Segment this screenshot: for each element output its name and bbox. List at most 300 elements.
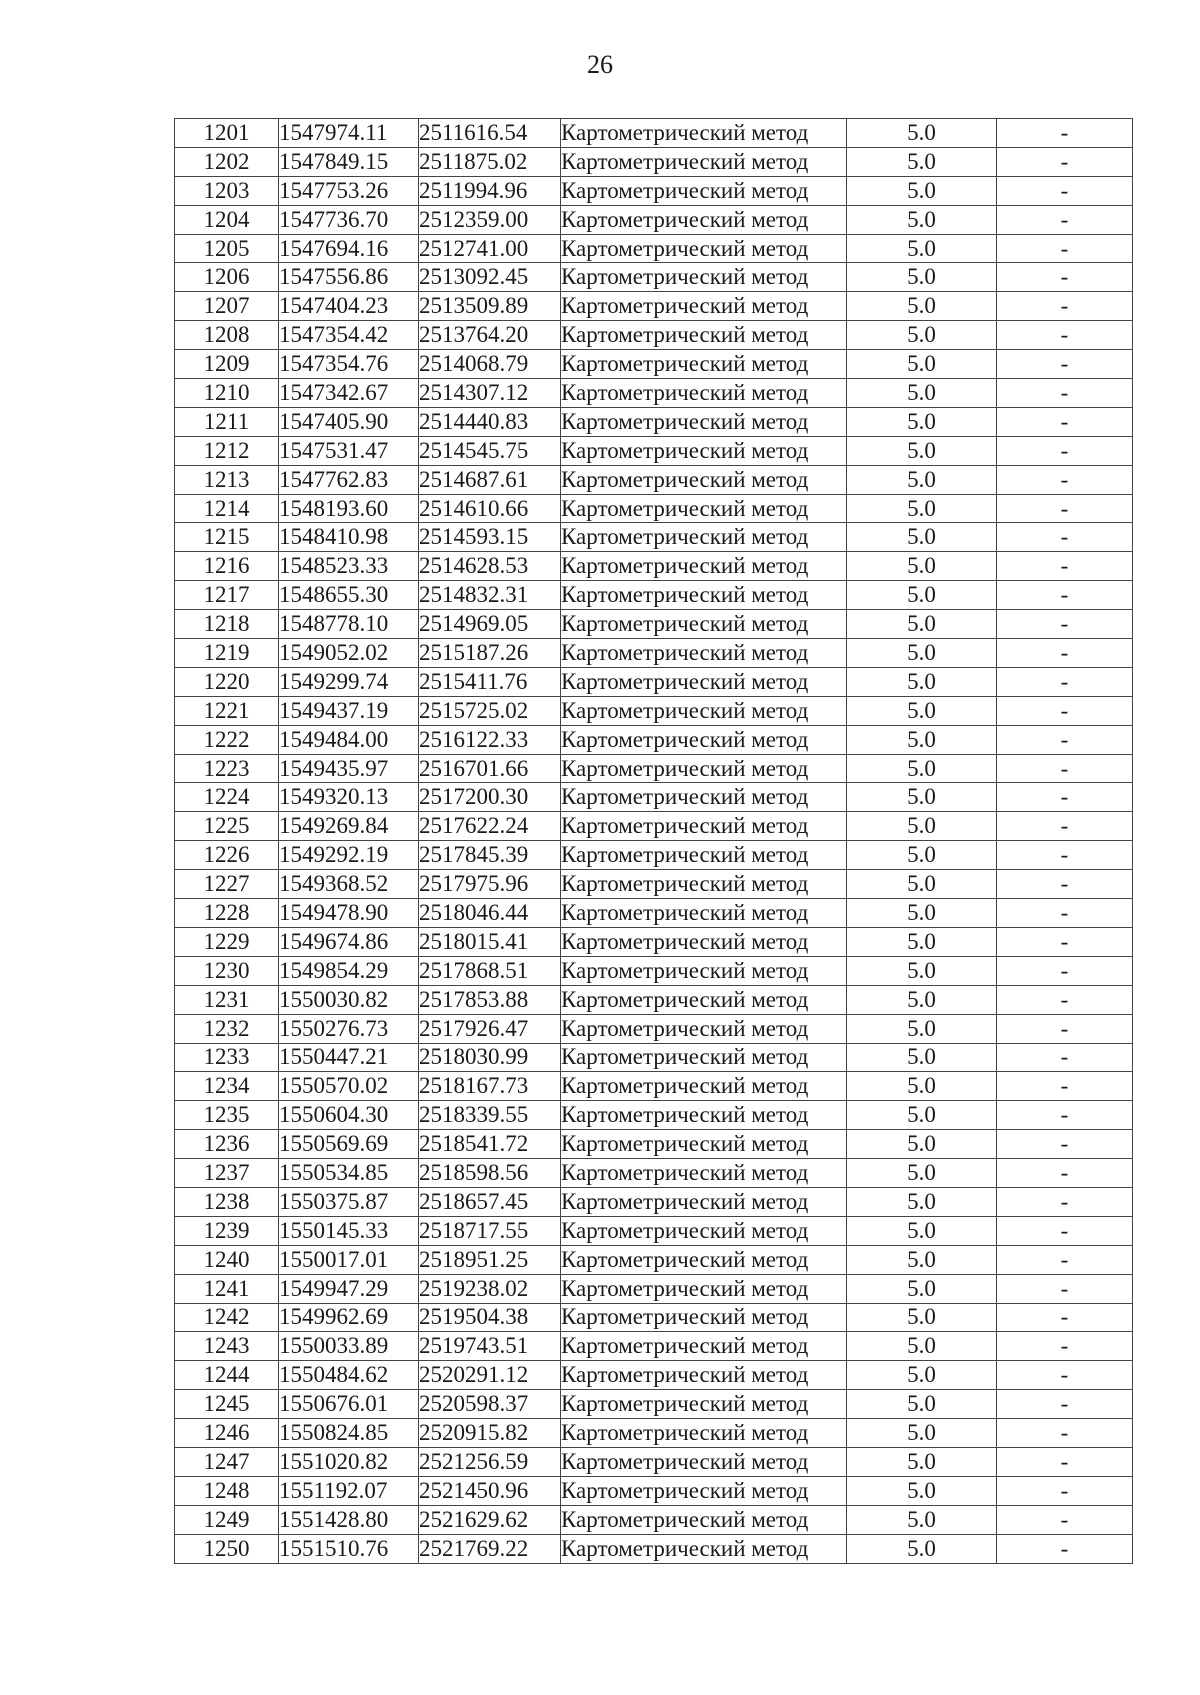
x-coordinate-cell: 1549947.29 [279, 1274, 419, 1303]
accuracy-cell: 5.0 [847, 1476, 997, 1505]
point-number-cell: 1220 [175, 667, 279, 696]
y-coordinate-cell: 2514969.05 [419, 610, 561, 639]
point-number-cell: 1230 [175, 956, 279, 985]
point-number-cell: 1208 [175, 321, 279, 350]
point-number-cell: 1246 [175, 1419, 279, 1448]
x-coordinate-cell: 1550447.21 [279, 1043, 419, 1072]
description-cell: - [997, 1043, 1133, 1072]
description-cell: - [997, 292, 1133, 321]
table-row [175, 1043, 1133, 1072]
y-coordinate-cell: 2518339.55 [419, 1101, 561, 1130]
accuracy-cell: 5.0 [847, 1216, 997, 1245]
table-row [175, 407, 1133, 436]
description-cell: - [997, 1390, 1133, 1419]
y-coordinate-cell: 2518046.44 [419, 899, 561, 928]
table-row [175, 552, 1133, 581]
method-cell: Картометрический метод [561, 1332, 847, 1361]
accuracy-cell: 5.0 [847, 1072, 997, 1101]
point-number-cell: 1209 [175, 350, 279, 379]
table-row [175, 263, 1133, 292]
description-cell: - [997, 1303, 1133, 1332]
description-cell: - [997, 754, 1133, 783]
point-number-cell: 1221 [175, 696, 279, 725]
accuracy-cell: 5.0 [847, 696, 997, 725]
table-row [175, 870, 1133, 899]
accuracy-cell: 5.0 [847, 1014, 997, 1043]
point-number-cell: 1236 [175, 1130, 279, 1159]
description-cell: - [997, 1332, 1133, 1361]
y-coordinate-cell: 2514545.75 [419, 436, 561, 465]
method-cell: Картометрический метод [561, 321, 847, 350]
description-cell: - [997, 899, 1133, 928]
x-coordinate-cell: 1549320.13 [279, 783, 419, 812]
description-cell: - [997, 1419, 1133, 1448]
table-row [175, 119, 1133, 148]
x-coordinate-cell: 1551020.82 [279, 1447, 419, 1476]
x-coordinate-cell: 1551510.76 [279, 1534, 419, 1563]
table-row [175, 812, 1133, 841]
method-cell: Картометрический метод [561, 234, 847, 263]
description-cell: - [997, 841, 1133, 870]
description-cell: - [997, 465, 1133, 494]
description-cell: - [997, 927, 1133, 956]
point-number-cell: 1206 [175, 263, 279, 292]
y-coordinate-cell: 2511994.96 [419, 176, 561, 205]
table-row [175, 176, 1133, 205]
method-cell: Картометрический метод [561, 956, 847, 985]
y-coordinate-cell: 2518030.99 [419, 1043, 561, 1072]
method-cell: Картометрический метод [561, 667, 847, 696]
x-coordinate-cell: 1549368.52 [279, 870, 419, 899]
method-cell: Картометрический метод [561, 176, 847, 205]
method-cell: Картометрический метод [561, 754, 847, 783]
description-cell: - [997, 783, 1133, 812]
description-cell: - [997, 350, 1133, 379]
accuracy-cell: 5.0 [847, 1505, 997, 1534]
x-coordinate-cell: 1547736.70 [279, 205, 419, 234]
accuracy-cell: 5.0 [847, 1447, 997, 1476]
description-cell: - [997, 176, 1133, 205]
method-cell: Картометрический метод [561, 899, 847, 928]
description-cell: - [997, 1130, 1133, 1159]
table-row [175, 1274, 1133, 1303]
method-cell: Картометрический метод [561, 1390, 847, 1419]
y-coordinate-cell: 2512741.00 [419, 234, 561, 263]
accuracy-cell: 5.0 [847, 379, 997, 408]
point-number-cell: 1233 [175, 1043, 279, 1072]
y-coordinate-cell: 2517845.39 [419, 841, 561, 870]
description-cell: - [997, 407, 1133, 436]
table-row [175, 1101, 1133, 1130]
table-row [175, 1476, 1133, 1505]
description-cell: - [997, 870, 1133, 899]
table-row [175, 147, 1133, 176]
accuracy-cell: 5.0 [847, 147, 997, 176]
description-cell: - [997, 119, 1133, 148]
y-coordinate-cell: 2515725.02 [419, 696, 561, 725]
description-cell: - [997, 696, 1133, 725]
point-number-cell: 1241 [175, 1274, 279, 1303]
table-row [175, 350, 1133, 379]
table-row [175, 754, 1133, 783]
description-cell: - [997, 1245, 1133, 1274]
table-row [175, 1419, 1133, 1448]
description-cell: - [997, 494, 1133, 523]
accuracy-cell: 5.0 [847, 1534, 997, 1563]
method-cell: Картометрический метод [561, 1159, 847, 1188]
method-cell: Картометрический метод [561, 205, 847, 234]
y-coordinate-cell: 2519743.51 [419, 1332, 561, 1361]
method-cell: Картометрический метод [561, 350, 847, 379]
x-coordinate-cell: 1550534.85 [279, 1159, 419, 1188]
description-cell: - [997, 1476, 1133, 1505]
x-coordinate-cell: 1547342.67 [279, 379, 419, 408]
method-cell: Картометрический метод [561, 1245, 847, 1274]
table-row [175, 1130, 1133, 1159]
table-row [175, 610, 1133, 639]
point-number-cell: 1217 [175, 581, 279, 610]
x-coordinate-cell: 1549299.74 [279, 667, 419, 696]
method-cell: Картометрический метод [561, 494, 847, 523]
accuracy-cell: 5.0 [847, 292, 997, 321]
method-cell: Картометрический метод [561, 870, 847, 899]
x-coordinate-cell: 1547753.26 [279, 176, 419, 205]
y-coordinate-cell: 2511616.54 [419, 119, 561, 148]
accuracy-cell: 5.0 [847, 263, 997, 292]
point-number-cell: 1231 [175, 985, 279, 1014]
point-number-cell: 1226 [175, 841, 279, 870]
x-coordinate-cell: 1548523.33 [279, 552, 419, 581]
point-number-cell: 1232 [175, 1014, 279, 1043]
table-row [175, 1303, 1133, 1332]
method-cell: Картометрический метод [561, 812, 847, 841]
table-row [175, 1390, 1133, 1419]
point-number-cell: 1224 [175, 783, 279, 812]
method-cell: Картометрический метод [561, 985, 847, 1014]
accuracy-cell: 5.0 [847, 1159, 997, 1188]
point-number-cell: 1242 [175, 1303, 279, 1332]
table-row [175, 1245, 1133, 1274]
method-cell: Картометрический метод [561, 725, 847, 754]
y-coordinate-cell: 2520598.37 [419, 1390, 561, 1419]
y-coordinate-cell: 2521450.96 [419, 1476, 561, 1505]
x-coordinate-cell: 1550145.33 [279, 1216, 419, 1245]
accuracy-cell: 5.0 [847, 667, 997, 696]
y-coordinate-cell: 2518657.45 [419, 1187, 561, 1216]
table-row [175, 696, 1133, 725]
point-number-cell: 1225 [175, 812, 279, 841]
accuracy-cell: 5.0 [847, 1274, 997, 1303]
x-coordinate-cell: 1549292.19 [279, 841, 419, 870]
description-cell: - [997, 205, 1133, 234]
table-row [175, 1159, 1133, 1188]
x-coordinate-cell: 1550570.02 [279, 1072, 419, 1101]
method-cell: Картометрический метод [561, 639, 847, 668]
x-coordinate-cell: 1549674.86 [279, 927, 419, 956]
accuracy-cell: 5.0 [847, 783, 997, 812]
method-cell: Картометрический метод [561, 1216, 847, 1245]
method-cell: Картометрический метод [561, 927, 847, 956]
point-number-cell: 1214 [175, 494, 279, 523]
accuracy-cell: 5.0 [847, 639, 997, 668]
table-row [175, 899, 1133, 928]
y-coordinate-cell: 2518167.73 [419, 1072, 561, 1101]
table-row [175, 292, 1133, 321]
accuracy-cell: 5.0 [847, 1187, 997, 1216]
description-cell: - [997, 985, 1133, 1014]
accuracy-cell: 5.0 [847, 436, 997, 465]
y-coordinate-cell: 2521629.62 [419, 1505, 561, 1534]
method-cell: Картометрический метод [561, 465, 847, 494]
y-coordinate-cell: 2514440.83 [419, 407, 561, 436]
description-cell: - [997, 667, 1133, 696]
description-cell: - [997, 523, 1133, 552]
description-cell: - [997, 639, 1133, 668]
table-row [175, 1534, 1133, 1563]
method-cell: Картометрический метод [561, 379, 847, 408]
y-coordinate-cell: 2513509.89 [419, 292, 561, 321]
table-row [175, 234, 1133, 263]
method-cell: Картометрический метод [561, 696, 847, 725]
method-cell: Картометрический метод [561, 1505, 847, 1534]
point-number-cell: 1239 [175, 1216, 279, 1245]
description-cell: - [997, 1159, 1133, 1188]
point-number-cell: 1201 [175, 119, 279, 148]
method-cell: Картометрический метод [561, 1534, 847, 1563]
y-coordinate-cell: 2514610.66 [419, 494, 561, 523]
point-number-cell: 1248 [175, 1476, 279, 1505]
point-number-cell: 1223 [175, 754, 279, 783]
point-number-cell: 1250 [175, 1534, 279, 1563]
method-cell: Картометрический метод [561, 1072, 847, 1101]
x-coordinate-cell: 1547849.15 [279, 147, 419, 176]
x-coordinate-cell: 1550484.62 [279, 1361, 419, 1390]
table-row [175, 841, 1133, 870]
table-row [175, 436, 1133, 465]
accuracy-cell: 5.0 [847, 1332, 997, 1361]
point-number-cell: 1219 [175, 639, 279, 668]
accuracy-cell: 5.0 [847, 812, 997, 841]
description-cell: - [997, 379, 1133, 408]
description-cell: - [997, 1072, 1133, 1101]
point-number-cell: 1234 [175, 1072, 279, 1101]
y-coordinate-cell: 2521256.59 [419, 1447, 561, 1476]
accuracy-cell: 5.0 [847, 119, 997, 148]
accuracy-cell: 5.0 [847, 899, 997, 928]
x-coordinate-cell: 1551428.80 [279, 1505, 419, 1534]
accuracy-cell: 5.0 [847, 407, 997, 436]
accuracy-cell: 5.0 [847, 1245, 997, 1274]
table-row [175, 985, 1133, 1014]
description-cell: - [997, 1216, 1133, 1245]
accuracy-cell: 5.0 [847, 465, 997, 494]
point-number-cell: 1202 [175, 147, 279, 176]
point-number-cell: 1218 [175, 610, 279, 639]
method-cell: Картометрический метод [561, 581, 847, 610]
y-coordinate-cell: 2514628.53 [419, 552, 561, 581]
x-coordinate-cell: 1550569.69 [279, 1130, 419, 1159]
point-number-cell: 1227 [175, 870, 279, 899]
point-number-cell: 1240 [175, 1245, 279, 1274]
method-cell: Картометрический метод [561, 292, 847, 321]
table-row [175, 581, 1133, 610]
y-coordinate-cell: 2517926.47 [419, 1014, 561, 1043]
y-coordinate-cell: 2517868.51 [419, 956, 561, 985]
y-coordinate-cell: 2519238.02 [419, 1274, 561, 1303]
description-cell: - [997, 1101, 1133, 1130]
table-row [175, 1361, 1133, 1390]
x-coordinate-cell: 1550033.89 [279, 1332, 419, 1361]
y-coordinate-cell: 2518541.72 [419, 1130, 561, 1159]
table-row [175, 667, 1133, 696]
x-coordinate-cell: 1547762.83 [279, 465, 419, 494]
y-coordinate-cell: 2513764.20 [419, 321, 561, 350]
method-cell: Картометрический метод [561, 436, 847, 465]
point-number-cell: 1222 [175, 725, 279, 754]
description-cell: - [997, 610, 1133, 639]
table-row [175, 1505, 1133, 1534]
table-row [175, 927, 1133, 956]
method-cell: Картометрический метод [561, 119, 847, 148]
table-row [175, 1447, 1133, 1476]
accuracy-cell: 5.0 [847, 494, 997, 523]
description-cell: - [997, 436, 1133, 465]
y-coordinate-cell: 2514307.12 [419, 379, 561, 408]
x-coordinate-cell: 1551192.07 [279, 1476, 419, 1505]
y-coordinate-cell: 2518015.41 [419, 927, 561, 956]
accuracy-cell: 5.0 [847, 1390, 997, 1419]
y-coordinate-cell: 2516701.66 [419, 754, 561, 783]
description-cell: - [997, 1505, 1133, 1534]
accuracy-cell: 5.0 [847, 1130, 997, 1159]
page-number: 26 [587, 50, 613, 79]
x-coordinate-cell: 1548193.60 [279, 494, 419, 523]
method-cell: Картометрический метод [561, 1274, 847, 1303]
x-coordinate-cell: 1550030.82 [279, 985, 419, 1014]
point-number-cell: 1238 [175, 1187, 279, 1216]
method-cell: Картометрический метод [561, 1130, 847, 1159]
y-coordinate-cell: 2514832.31 [419, 581, 561, 610]
point-number-cell: 1210 [175, 379, 279, 408]
description-cell: - [997, 147, 1133, 176]
method-cell: Картометрический метод [561, 523, 847, 552]
x-coordinate-cell: 1547354.76 [279, 350, 419, 379]
description-cell: - [997, 1534, 1133, 1563]
accuracy-cell: 5.0 [847, 552, 997, 581]
x-coordinate-cell: 1550676.01 [279, 1390, 419, 1419]
method-cell: Картометрический метод [561, 407, 847, 436]
coordinates-table-body [175, 119, 1133, 1564]
x-coordinate-cell: 1549437.19 [279, 696, 419, 725]
accuracy-cell: 5.0 [847, 581, 997, 610]
point-number-cell: 1235 [175, 1101, 279, 1130]
table-row [175, 956, 1133, 985]
x-coordinate-cell: 1547405.90 [279, 407, 419, 436]
accuracy-cell: 5.0 [847, 350, 997, 379]
table-row [175, 783, 1133, 812]
description-cell: - [997, 1361, 1133, 1390]
point-number-cell: 1204 [175, 205, 279, 234]
y-coordinate-cell: 2511875.02 [419, 147, 561, 176]
y-coordinate-cell: 2520915.82 [419, 1419, 561, 1448]
method-cell: Картометрический метод [561, 1101, 847, 1130]
point-number-cell: 1245 [175, 1390, 279, 1419]
point-number-cell: 1249 [175, 1505, 279, 1534]
method-cell: Картометрический метод [561, 1476, 847, 1505]
method-cell: Картометрический метод [561, 1361, 847, 1390]
accuracy-cell: 5.0 [847, 610, 997, 639]
y-coordinate-cell: 2518951.25 [419, 1245, 561, 1274]
accuracy-cell: 5.0 [847, 870, 997, 899]
x-coordinate-cell: 1547354.42 [279, 321, 419, 350]
x-coordinate-cell: 1550604.30 [279, 1101, 419, 1130]
x-coordinate-cell: 1549484.00 [279, 725, 419, 754]
y-coordinate-cell: 2514068.79 [419, 350, 561, 379]
point-number-cell: 1237 [175, 1159, 279, 1188]
accuracy-cell: 5.0 [847, 985, 997, 1014]
x-coordinate-cell: 1550375.87 [279, 1187, 419, 1216]
x-coordinate-cell: 1547974.11 [279, 119, 419, 148]
table-row [175, 1332, 1133, 1361]
x-coordinate-cell: 1547404.23 [279, 292, 419, 321]
accuracy-cell: 5.0 [847, 234, 997, 263]
description-cell: - [997, 321, 1133, 350]
y-coordinate-cell: 2515187.26 [419, 639, 561, 668]
point-number-cell: 1228 [175, 899, 279, 928]
point-number-cell: 1247 [175, 1447, 279, 1476]
x-coordinate-cell: 1548410.98 [279, 523, 419, 552]
description-cell: - [997, 812, 1133, 841]
accuracy-cell: 5.0 [847, 1419, 997, 1448]
accuracy-cell: 5.0 [847, 1361, 997, 1390]
x-coordinate-cell: 1548778.10 [279, 610, 419, 639]
x-coordinate-cell: 1549478.90 [279, 899, 419, 928]
x-coordinate-cell: 1547531.47 [279, 436, 419, 465]
x-coordinate-cell: 1549052.02 [279, 639, 419, 668]
table-row [175, 1216, 1133, 1245]
method-cell: Картометрический метод [561, 1303, 847, 1332]
x-coordinate-cell: 1550824.85 [279, 1419, 419, 1448]
y-coordinate-cell: 2519504.38 [419, 1303, 561, 1332]
point-number-cell: 1203 [175, 176, 279, 205]
table-row [175, 725, 1133, 754]
description-cell: - [997, 581, 1133, 610]
description-cell: - [997, 263, 1133, 292]
method-cell: Картометрический метод [561, 783, 847, 812]
x-coordinate-cell: 1548655.30 [279, 581, 419, 610]
point-number-cell: 1207 [175, 292, 279, 321]
method-cell: Картометрический метод [561, 1043, 847, 1072]
accuracy-cell: 5.0 [847, 523, 997, 552]
method-cell: Картометрический метод [561, 263, 847, 292]
y-coordinate-cell: 2520291.12 [419, 1361, 561, 1390]
point-number-cell: 1229 [175, 927, 279, 956]
table-row [175, 379, 1133, 408]
y-coordinate-cell: 2514687.61 [419, 465, 561, 494]
description-cell: - [997, 234, 1133, 263]
table-row [175, 1072, 1133, 1101]
x-coordinate-cell: 1547694.16 [279, 234, 419, 263]
accuracy-cell: 5.0 [847, 927, 997, 956]
y-coordinate-cell: 2518598.56 [419, 1159, 561, 1188]
method-cell: Картометрический метод [561, 552, 847, 581]
point-number-cell: 1212 [175, 436, 279, 465]
description-cell: - [997, 552, 1133, 581]
description-cell: - [997, 1187, 1133, 1216]
y-coordinate-cell: 2517853.88 [419, 985, 561, 1014]
x-coordinate-cell: 1550017.01 [279, 1245, 419, 1274]
table-row [175, 494, 1133, 523]
